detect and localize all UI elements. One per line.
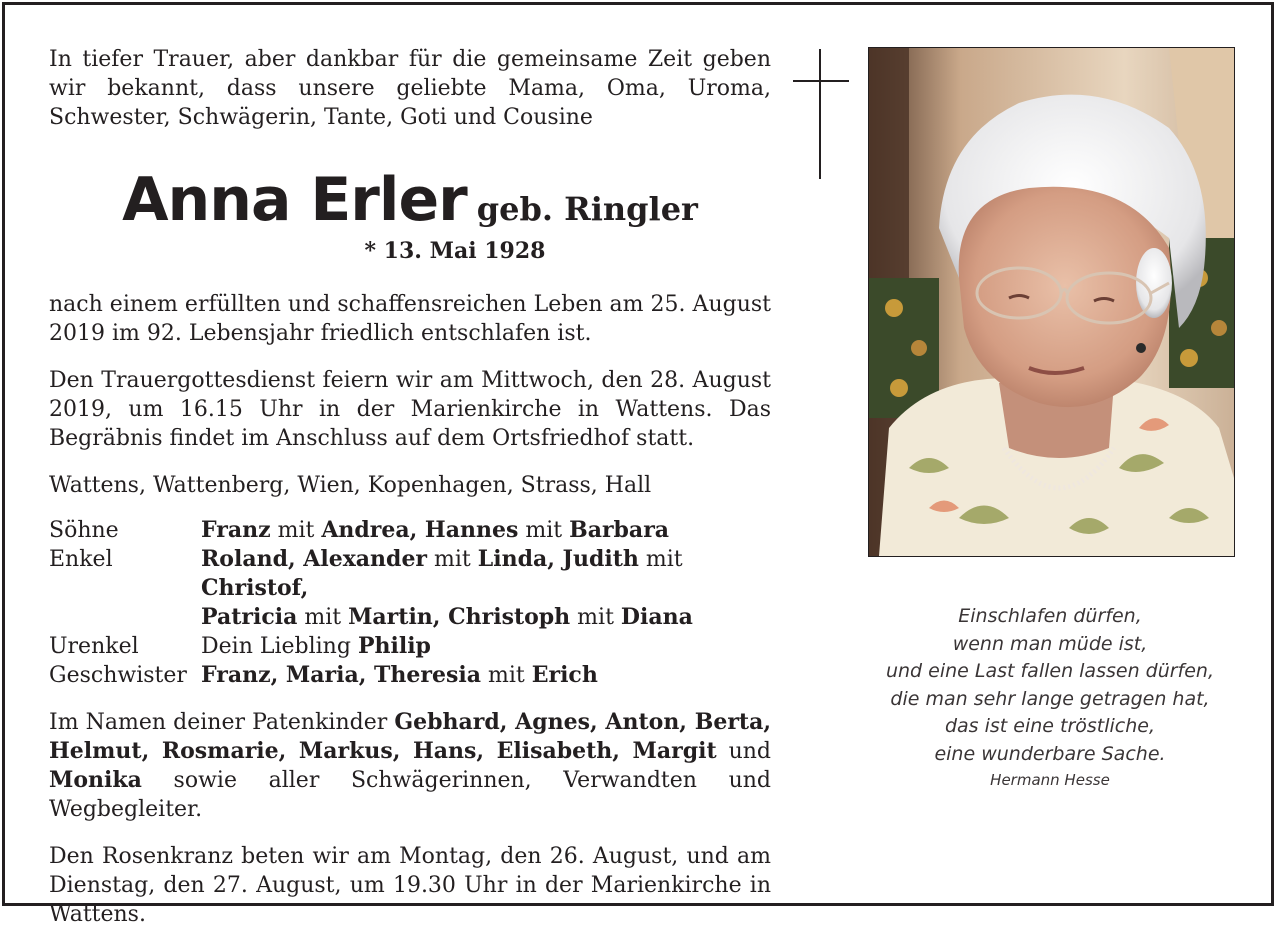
death-paragraph: nach einem erfüllten und schaffensreichen Leben am 25. August 2019 im 92. Lebensjahr friedlich entschlafen ist. [49,292,771,346]
poem-line: und eine Last fallen lassen dürfen, [885,660,1215,682]
family-row-grandchildren [49,545,771,632]
maiden-name: geb. Ringler [476,190,698,228]
godchildren-paragraph: Im Namen deiner Patenkinder Gebhard, Agnes, Anton, Berta, Helmut, Rosmarie, Markus, Hans, Elisabeth, Margit und Monika sowie aller Schwägerinnen, Verwandten und Wegbegleiter. [49,709,772,822]
deceased-name-line [49,165,771,235]
intro-paragraph: In tiefer Trauer, aber dankbar für die gemeinsame Zeit geben wir bekannt, dass unsere geliebte Mama, Oma, Uroma, Schwester, Schwägerin, Tante, Goti und Cousine [49,47,771,130]
birth-date: * 13. Mai 1928 [364,238,546,264]
poem-quote [855,603,1245,792]
family-list [49,516,771,690]
family-members: Franz, Maria, Theresia mit Erich [201,662,598,688]
cross-icon [793,49,849,179]
deceased-name: Anna Erler [122,165,467,235]
family-row-siblings [49,661,771,690]
poem-line: Einschlafen dürfen, [958,605,1142,627]
obituary-frame [2,2,1274,927]
poem-line: das ist eine tröstliche, [944,715,1156,737]
rosary-paragraph: Den Rosenkranz beten wir am Montag, den 26. August, und am Dienstag, den 27. August, um 19.30 Uhr in der Marienkirche in Wattens. [49,844,771,927]
family-row-sons [49,516,771,545]
family-role: Söhne [49,518,119,543]
family-role: Urenkel [49,634,139,659]
obituary-text-column [49,45,771,929]
poem-line: wenn man müde ist, [952,632,1148,655]
places-line: Wattens, Wattenberg, Wien, Kopenhagen, Strass, Hall [49,473,652,498]
service-paragraph: Den Trauergottesdienst feiern wir am Mittwoch, den 28. August 2019, um 16.15 Uhr in der Marienkirche in Wattens. Das Begräbnis findet im Anschluss auf dem Ortsfriedhof statt. [49,368,771,451]
family-members: Dein Liebling Philip [201,633,431,659]
poem-line: die man sehr lange getragen hat, [890,687,1210,710]
poem-author: Hermann Hesse [990,771,1110,789]
poem-line: eine wunderbare Sache. [934,742,1166,765]
family-members: Roland, Alexander mit Linda, Judith mit Christof, Patricia mit Martin, Christoph mit Diana [201,546,693,630]
family-row-great-grandchildren [49,632,771,661]
family-members: Franz mit Andrea, Hannes mit Barbara [201,517,670,543]
family-role: Enkel [49,547,113,572]
portrait-photo [868,47,1235,557]
family-role: Geschwister [49,663,187,688]
